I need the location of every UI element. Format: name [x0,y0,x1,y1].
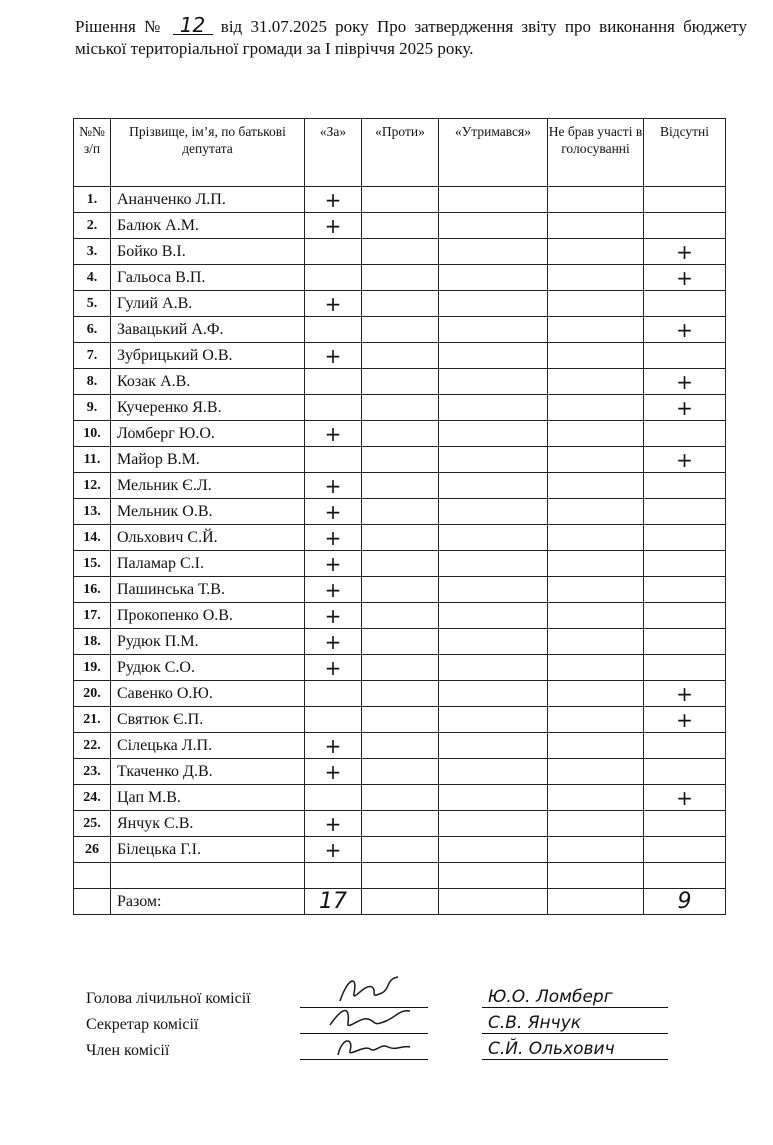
not-voted-mark [548,785,644,811]
deputy-name: Гальоса В.П. [111,265,305,291]
vote-for-mark: + [305,343,362,369]
decision-prefix: Рішення № [75,17,165,36]
not-voted-mark [548,733,644,759]
deputy-name: Пашинська Т.В. [111,577,305,603]
row-number: 8. [74,369,111,395]
vote-for-mark [305,265,362,291]
absent-mark [644,213,726,239]
absent-mark [644,473,726,499]
deputy-name: Мельник О.В. [111,499,305,525]
vote-abstained-mark [439,213,548,239]
empty-cell [74,863,111,889]
table-row [74,447,726,473]
vote-for-mark: + [305,655,362,681]
deputy-name: Савенко О.Ю. [111,681,305,707]
vote-for-mark: + [305,499,362,525]
row-number: 11. [74,447,111,473]
vote-for-mark [305,785,362,811]
vote-for-mark [305,239,362,265]
absent-mark: + [644,447,726,473]
vote-against-mark [362,525,439,551]
row-number: 3. [74,239,111,265]
vote-abstained-mark [439,473,548,499]
absent-mark: + [644,265,726,291]
vote-against-mark [362,473,439,499]
deputy-name: Рудюк П.М. [111,629,305,655]
vote-against-mark [362,291,439,317]
table-row [74,681,726,707]
vote-for-mark: + [305,551,362,577]
row-number: 7. [74,343,111,369]
not-voted-mark [548,655,644,681]
vote-abstained-mark [439,239,548,265]
decision-number: 12 [173,16,213,35]
header-name: Прізвище, ім’я, по батькові депутата [111,119,305,187]
empty-cell [305,863,362,889]
vote-against-mark [362,837,439,863]
header-absent: Відсутні [644,119,726,187]
table-row [74,577,726,603]
vote-for-mark: + [305,577,362,603]
table-row [74,187,726,213]
table-row [74,603,726,629]
deputy-name: Мельник Є.Л. [111,473,305,499]
vote-for-mark [305,707,362,733]
not-voted-mark [548,473,644,499]
deputy-name: Балюк А.М. [111,213,305,239]
signature-role: Секретар комісії [86,1016,199,1033]
not-voted-mark [548,681,644,707]
vote-for-mark: + [305,629,362,655]
vote-for-mark: + [305,421,362,447]
not-voted-mark [548,317,644,343]
total-absent: 9 [644,889,726,915]
deputy-name: Цап М.В. [111,785,305,811]
not-voted-mark [548,629,644,655]
not-voted-mark [548,343,644,369]
table-row [74,265,726,291]
vote-abstained-mark [439,291,548,317]
table-row [74,213,726,239]
vote-for-mark: + [305,213,362,239]
row-number: 25. [74,811,111,837]
signature-name: С.В. Янчук [482,1013,668,1034]
absent-mark: + [644,369,726,395]
vote-for-mark [305,681,362,707]
empty-cell [362,863,439,889]
vote-against-mark [362,187,439,213]
row-number: 12. [74,473,111,499]
not-voted-mark [548,603,644,629]
vote-abstained-mark [439,265,548,291]
deputy-name: Зубрицький О.В. [111,343,305,369]
not-voted-mark [548,395,644,421]
empty-cell [644,863,726,889]
not-voted-mark [548,525,644,551]
vote-abstained-mark [439,421,548,447]
vote-for-mark [305,317,362,343]
vote-against-mark [362,759,439,785]
absent-mark [644,733,726,759]
vote-abstained-mark [439,759,548,785]
decision-title: від 31.07.2025 року Про затвердження звіту про виконання бюджету міської територіальної громади за І півріччя 2025 року. [75,17,748,58]
vote-abstained-mark [439,707,548,733]
table-row [74,551,726,577]
row-number: 16. [74,577,111,603]
vote-against-mark [362,707,439,733]
deputy-name: Паламар С.І. [111,551,305,577]
table-row [74,629,726,655]
vote-against-mark [362,421,439,447]
absent-mark: + [644,707,726,733]
deputy-name: Майор В.М. [111,447,305,473]
not-voted-mark [548,187,644,213]
header-num: №№ з/п [74,119,111,187]
vote-against-mark [362,681,439,707]
vote-against-mark [362,603,439,629]
header-not-voted: Не брав участі в голосуванні [548,119,644,187]
handwritten-signature [310,1025,420,1059]
table-row [74,785,726,811]
table-row [74,733,726,759]
row-number: 9. [74,395,111,421]
vote-for-mark: + [305,473,362,499]
vote-against-mark [362,577,439,603]
absent-mark [644,187,726,213]
not-voted-mark [548,551,644,577]
deputy-name: Ольхович С.Й. [111,525,305,551]
vote-for-mark [305,447,362,473]
row-number: 26 [74,837,111,863]
not-voted-mark [548,499,644,525]
deputy-name: Сілецька Л.П. [111,733,305,759]
vote-against-mark [362,733,439,759]
absent-mark [644,499,726,525]
table-row [74,239,726,265]
absent-mark [644,655,726,681]
vote-abstained-mark [439,551,548,577]
absent-mark [644,551,726,577]
vote-against-mark [362,655,439,681]
row-number: 13. [74,499,111,525]
row-number: 21. [74,707,111,733]
absent-mark [644,525,726,551]
row-number: 17. [74,603,111,629]
deputy-name: Завацький А.Ф. [111,317,305,343]
not-voted-mark [548,837,644,863]
deputy-name: Козак А.В. [111,369,305,395]
deputy-name: Ломберг Ю.О. [111,421,305,447]
empty-row [74,863,726,889]
table-row [74,421,726,447]
deputy-name: Кучеренко Я.В. [111,395,305,421]
total-abstained [439,889,548,915]
deputy-name: Рудюк С.О. [111,655,305,681]
empty-cell [439,863,548,889]
absent-mark: + [644,239,726,265]
absent-mark [644,343,726,369]
vote-abstained-mark [439,733,548,759]
voting-table [73,118,726,915]
header-abstained: «Утримався» [439,119,548,187]
vote-against-mark [362,265,439,291]
row-number: 20. [74,681,111,707]
vote-abstained-mark [439,395,548,421]
row-number: 22. [74,733,111,759]
vote-against-mark [362,629,439,655]
vote-against-mark [362,395,439,421]
vote-for-mark: + [305,187,362,213]
vote-against-mark [362,785,439,811]
table-row [74,369,726,395]
row-number: 18. [74,629,111,655]
row-number: 24. [74,785,111,811]
deputy-name: Ананченко Л.П. [111,187,305,213]
vote-for-mark: + [305,837,362,863]
total-not-voted [548,889,644,915]
absent-mark [644,603,726,629]
table-row [74,759,726,785]
vote-against-mark [362,551,439,577]
table-row [74,655,726,681]
row-number: 10. [74,421,111,447]
absent-mark [644,759,726,785]
vote-abstained-mark [439,499,548,525]
not-voted-mark [548,707,644,733]
vote-for-mark [305,395,362,421]
vote-abstained-mark [439,681,548,707]
vote-for-mark: + [305,291,362,317]
signature-name: Ю.О. Ломберг [482,987,668,1008]
row-number: 23. [74,759,111,785]
table-row [74,707,726,733]
row-number: 2. [74,213,111,239]
absent-mark [644,811,726,837]
vote-abstained-mark [439,577,548,603]
table-row [74,811,726,837]
vote-against-mark [362,213,439,239]
vote-against-mark [362,811,439,837]
vote-abstained-mark [439,785,548,811]
empty-cell [548,863,644,889]
signature-row [86,1034,726,1060]
total-row [74,889,726,915]
table-row [74,317,726,343]
table-row [74,499,726,525]
not-voted-mark [548,421,644,447]
vote-for-mark: + [305,811,362,837]
empty-cell [111,863,305,889]
table-row [74,395,726,421]
deputy-name: Янчук С.В. [111,811,305,837]
row-number: 15. [74,551,111,577]
commission-signatures [86,982,726,1060]
not-voted-mark [548,811,644,837]
vote-abstained-mark [439,629,548,655]
signature-line [300,1041,428,1060]
deputy-name: Бойко В.І. [111,239,305,265]
not-voted-mark [548,213,644,239]
not-voted-mark [548,239,644,265]
vote-abstained-mark [439,655,548,681]
not-voted-mark [548,265,644,291]
absent-mark [644,291,726,317]
vote-abstained-mark [439,603,548,629]
table-row [74,837,726,863]
vote-abstained-mark [439,811,548,837]
header-against: «Проти» [362,119,439,187]
absent-mark [644,837,726,863]
total-for: 17 [305,889,362,915]
vote-for-mark: + [305,525,362,551]
deputy-name: Прокопенко О.В. [111,603,305,629]
total-label: Разом: [111,889,305,915]
total-against [362,889,439,915]
vote-against-mark [362,447,439,473]
absent-mark [644,577,726,603]
not-voted-mark [548,291,644,317]
total-num-cell [74,889,111,915]
not-voted-mark [548,369,644,395]
not-voted-mark [548,577,644,603]
vote-abstained-mark [439,837,548,863]
table-row [74,291,726,317]
signature-role: Член комісії [86,1042,170,1059]
row-number: 6. [74,317,111,343]
row-number: 1. [74,187,111,213]
deputy-name: Білецька Г.І. [111,837,305,863]
absent-mark: + [644,785,726,811]
vote-abstained-mark [439,369,548,395]
row-number: 4. [74,265,111,291]
vote-abstained-mark [439,317,548,343]
vote-for-mark: + [305,603,362,629]
signature-role: Голова лічильної комісії [86,990,251,1007]
vote-abstained-mark [439,187,548,213]
table-header-row [74,119,726,187]
vote-for-mark [305,369,362,395]
vote-abstained-mark [439,343,548,369]
deputy-name: Гулий А.В. [111,291,305,317]
absent-mark [644,421,726,447]
signature-name: С.Й. Ольхович [482,1039,668,1060]
table-row [74,525,726,551]
absent-mark: + [644,395,726,421]
not-voted-mark [548,447,644,473]
row-number: 14. [74,525,111,551]
vote-against-mark [362,343,439,369]
row-number: 5. [74,291,111,317]
not-voted-mark [548,759,644,785]
decision-heading [75,13,748,60]
row-number: 19. [74,655,111,681]
vote-against-mark [362,499,439,525]
vote-against-mark [362,369,439,395]
table-row [74,473,726,499]
deputy-name: Святюк Є.П. [111,707,305,733]
header-for: «За» [305,119,362,187]
vote-abstained-mark [439,525,548,551]
vote-abstained-mark [439,447,548,473]
absent-mark: + [644,317,726,343]
deputy-name: Ткаченко Д.В. [111,759,305,785]
vote-against-mark [362,239,439,265]
vote-against-mark [362,317,439,343]
absent-mark [644,629,726,655]
vote-for-mark: + [305,759,362,785]
table-row [74,343,726,369]
absent-mark: + [644,681,726,707]
vote-for-mark: + [305,733,362,759]
